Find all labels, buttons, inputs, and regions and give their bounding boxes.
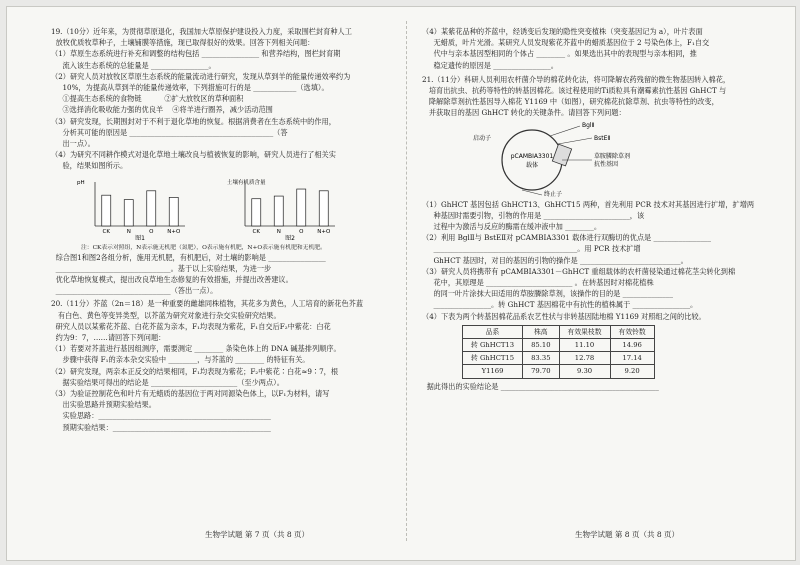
text-line: 培育出抗虫、抗药等特性的转基因棉花。该过程使用的Ti质粒具有潮霉素抗性基因 GhHCT 与 xyxy=(422,86,727,96)
text-line: （2）利用 BglⅡ与 BstEⅡ对 pCAMBIA3301 载体进行双酶切的优点是 ________________ xyxy=(422,233,711,243)
exam-sheet xyxy=(6,6,796,561)
question-21 xyxy=(422,75,777,119)
question-21-body xyxy=(422,200,777,322)
table-cell: 11.10 xyxy=(559,339,610,352)
text-line: 稳定遗传的原因是 ________________。 xyxy=(422,60,558,70)
text-line: ________________。转 GhHCT 基因棉花中有抗性的植株属于 ________________。 xyxy=(422,300,698,310)
chart-ph-tick-label: N xyxy=(126,228,131,235)
text-line: ________________________________。基于以上实验结果，为进一步 xyxy=(51,263,272,273)
text-line: 20.（11分）芥蓝（2n＝18）是一种重要的雌雄同株植物，其花多为黄色，人工培育的新花色芥蓝 xyxy=(51,299,364,309)
figure-charts xyxy=(63,174,406,242)
text-line: ________________________________________。用 PCR 技术扩增 xyxy=(422,244,641,254)
text-line: 预期实验结果：____________________________________________ xyxy=(51,422,271,432)
text-line: 出实验思路并预期实验结果。 xyxy=(51,400,156,410)
chart-organic-title: 图2 xyxy=(285,234,295,240)
table-row xyxy=(463,352,655,365)
resist-label-1: 草胺膦除草剂 xyxy=(594,152,631,160)
table-cell: 转 GhHCT13 xyxy=(463,339,523,352)
text-line: 无蜡质，叶片光滑。某研究人员发现紫花芥蓝中的蜡质基因位于 2 号染色体上，F₁自交 xyxy=(422,38,710,48)
table-cell: 83.35 xyxy=(523,352,559,365)
text-line: （4）某紫花品种的芥蓝中，经诱变后发现的隐性突变植株（突变基因记为 a），叶片表面 xyxy=(422,27,703,36)
chart-organic-tick-label: CK xyxy=(252,228,260,235)
text-line: 有白色、黄色等变异类型，以芥蓝为研究对象进行杂交实验研究结果。 xyxy=(51,310,281,320)
plasmid-sub: 载体 xyxy=(525,161,539,169)
chart-organic-bar xyxy=(274,196,283,226)
text-line: 19.（10分）近年来，为贯彻草原退化，我国加大草原保护建设投入力度，采取围栏封育种人工 xyxy=(51,27,352,36)
table-cell: 79.70 xyxy=(523,365,559,378)
table-header-cell: 株高 xyxy=(523,325,559,338)
text-line: 过程中为激活与反应的酶需在缓冲液中加 ________。 xyxy=(422,222,602,232)
text-line: 实验思路：________________________________________________ xyxy=(51,411,271,421)
chart-organic-bar xyxy=(319,190,328,225)
page-divider xyxy=(406,21,407,541)
chart-organic-tick-label: O xyxy=(299,228,304,235)
text-line: 的同一叶片涂抹大田适用的草胺膦除草剂，该操作的目的是 ______________ xyxy=(422,289,673,299)
question-20-part4 xyxy=(422,27,777,71)
text-line: 约为9：7，……请回答下列问题： xyxy=(51,333,166,343)
table-header-cell: 有效铃数 xyxy=(610,325,654,338)
text-line: 10%，为提高从草到羊的能量传递效率，下列措施可行的是 ____________（选填）。 xyxy=(51,83,329,93)
question-19 xyxy=(51,27,406,172)
text-line: 分析其可能的原因是 ________________________________________（答 xyxy=(51,127,288,137)
chart-organic-svg xyxy=(223,174,353,240)
table-cell: 9.20 xyxy=(610,365,654,378)
table-body xyxy=(463,339,655,379)
chart-ph-ylabel: pH xyxy=(77,179,85,186)
text-line: GhHCT 基因时，对目的基因的引物的操作是 ____________________________。 xyxy=(422,255,688,265)
question-21-tail: 据此得出的实验结论是 ____________________________________________ xyxy=(422,381,659,391)
text-line: ________________________________（答出一点）。 xyxy=(51,286,218,296)
text-line: ①提高生态系统的食物链 ②扩大放牧区的草种面积 xyxy=(51,94,244,104)
chart-ph-tick-label: N+O xyxy=(167,228,181,235)
chart-ph-tick-label: O xyxy=(149,228,154,235)
text-line: 优化草地恢复模式，提出改良草地生态修复的有效措施，并提出改善建议。 xyxy=(51,275,293,285)
table-row xyxy=(463,339,655,352)
text-line: 降解除草剂抗性基因导入棉花 Y1169 中（如图），研究棉花抗除草剂、抗虫等特性的改变， xyxy=(422,97,719,107)
text-line: （2）研究人员对放牧区草原生态系统的能量流动进行研究，发现从草到羊的能量传递效率约为 xyxy=(51,71,351,81)
chart-organic-tick-label: N xyxy=(276,228,281,235)
table-row xyxy=(463,365,655,378)
resist-label-2: 抗性基因 xyxy=(594,160,619,168)
footer-page-8: 生物学试题 第 8 页（共 8 页） xyxy=(575,530,679,539)
text-line: （3）研究人员将携带有 pCAMBIA3301－GhHCT 重组载体的农杆菌侵染通过棉花茎尖转化到棉 xyxy=(422,266,736,276)
text-line: （4）下表为两个转基因棉花品系农艺性状与非转基因陆地棉 Y1169 对照组之间的比较。 xyxy=(422,311,706,321)
table-cell: 9.30 xyxy=(559,365,610,378)
table-header-cell: 品系 xyxy=(463,325,523,338)
text-line: 种基因时需要引物，引物的作用是 ________________________，该 xyxy=(422,210,645,220)
bst-label: BstEⅡ xyxy=(594,134,611,142)
text-line: （3）研究发现，长期围封对于不利于退化草地的恢复。根据消费者在生态系统中的作用， xyxy=(51,116,336,126)
table-header-row xyxy=(463,325,655,338)
question-19-tail xyxy=(51,253,406,297)
promoter-label: 启动子 xyxy=(472,134,492,142)
text-line: 流入该生态系统的总能量是 ________________。 xyxy=(51,60,216,70)
chart-ph-bar xyxy=(102,195,111,226)
chart-ph-title: 图1 xyxy=(135,234,145,240)
text-line: 综合图1和图2各组分析，施用无机肥，有机肥后，对土壤的影响是 ________________ xyxy=(51,252,326,262)
bgl-label: BglⅡ xyxy=(582,121,595,129)
chart-organic-bar xyxy=(297,189,306,226)
table-cell: 12.78 xyxy=(559,352,610,365)
plasmid-name: pCAMBIA3301 xyxy=(510,152,554,160)
chart-note: 注：CK表示对照组，N表示施无机肥（氮肥），O表示施有机肥，N+O表示施有机肥和无机肥。 xyxy=(81,244,326,251)
text-line: 21.（11分）科研人员利用农杆菌介导的棉花转化法，将可降解农药残留的微生物基因转入棉花， xyxy=(422,74,731,84)
table-cell: 14.96 xyxy=(610,339,654,352)
plasmid-diagram xyxy=(462,120,777,198)
chart-organic-ylabel: 土壤有机质含量 xyxy=(227,179,266,186)
chart-ph xyxy=(73,174,203,243)
text-line: ③选择消化吸收能力强的优良羊 ④将羊进行圈养，减少活动范围 xyxy=(51,105,273,115)
question-20 xyxy=(51,299,406,432)
text-line: 并获取目的基因 GhHCT 转化的关键条件。请回答下列问题： xyxy=(422,108,626,118)
text-line: 步骤中获得 F₁的亲本杂交实验中 ________，与芥蓝的 ________ 的特征有关。 xyxy=(51,355,310,365)
text-line: （1）草原生态系统进行补充和调整的结构包括 ________________ 和营养结构，图栏封育期 xyxy=(51,49,341,59)
footer-page-7: 生物学试题 第 7 页（共 8 页） xyxy=(205,530,309,539)
text-line: （1）若要对芥蓝进行基因组测序，需要测定 ________ 条染色体上的 DNA 碱基排列顺序。 xyxy=(51,344,341,354)
term-pointer xyxy=(522,190,542,195)
chart-ph-bar xyxy=(169,197,178,226)
text-line: 出一点）。 xyxy=(51,139,95,149)
plasmid-svg xyxy=(462,120,702,198)
text-line: （2）研究发现，两亲本正反交的结果相同，F₁均表现为紫花；F₂中紫花∶白花≈9∶7，根 xyxy=(51,366,339,376)
table-cell: 85.10 xyxy=(523,339,559,352)
chart-ph-bar xyxy=(124,199,133,225)
chart-ph-tick-label: CK xyxy=(102,228,110,235)
terminator-label: 终止子 xyxy=(544,190,563,198)
chart-organic-tick-label: N+O xyxy=(317,228,331,235)
right-page xyxy=(422,27,777,525)
chart-ph-bar xyxy=(147,190,156,225)
chart-organic-bar xyxy=(252,198,261,225)
text-line: 花中，其原理是 ________________________ 。在转基因时对棉花植株 xyxy=(422,278,654,288)
results-table xyxy=(462,325,655,379)
bgl-pointer xyxy=(550,126,580,136)
text-line: （1）GhHCT 基因包括 GhHCT13、GhHCT15 两种，首先利用 PCR 技术对其基因进行扩增，扩增两 xyxy=(422,199,755,209)
text-line: 据实验结果可得出的结论是 ________________________（至少两点）。 xyxy=(51,377,284,387)
table-cell: 17.14 xyxy=(610,352,654,365)
text-line: 放牧优质牧草种子，土壤铺膜等措施，现已取得很好的效果。回答下列相关问题： xyxy=(51,38,315,48)
chart-organic xyxy=(223,174,353,243)
table-cell: 转 GhHCT15 xyxy=(463,352,523,365)
text-line: 代中与亲本基因型相同的个体占 ________ 。如果选出其中的表现型与亲本相同，推 xyxy=(422,49,697,59)
text-line: （4）为研究不同耕作模式对退化草地土壤改良与植被恢复的影响，研究人员进行了相关实 xyxy=(51,150,336,160)
resistance-gene-block xyxy=(552,144,571,166)
text-line: （3）为验证控制花色和叶片有无蜡质的基因位于两对同源染色体上，以F₁为材料，请写 xyxy=(51,389,330,399)
bst-pointer xyxy=(558,138,592,144)
text-line: 验，结果如图所示。 xyxy=(51,161,128,171)
text-line: 研究人员以某紫花芥蓝、白花芥蓝为亲本，F₁均表现为紫花，F₁自交后F₂中紫花：白花 xyxy=(51,321,331,331)
table-header-cell: 有效果枝数 xyxy=(559,325,610,338)
left-page xyxy=(51,27,406,525)
chart-ph-svg xyxy=(73,174,203,240)
table-cell: Y1169 xyxy=(463,365,523,378)
